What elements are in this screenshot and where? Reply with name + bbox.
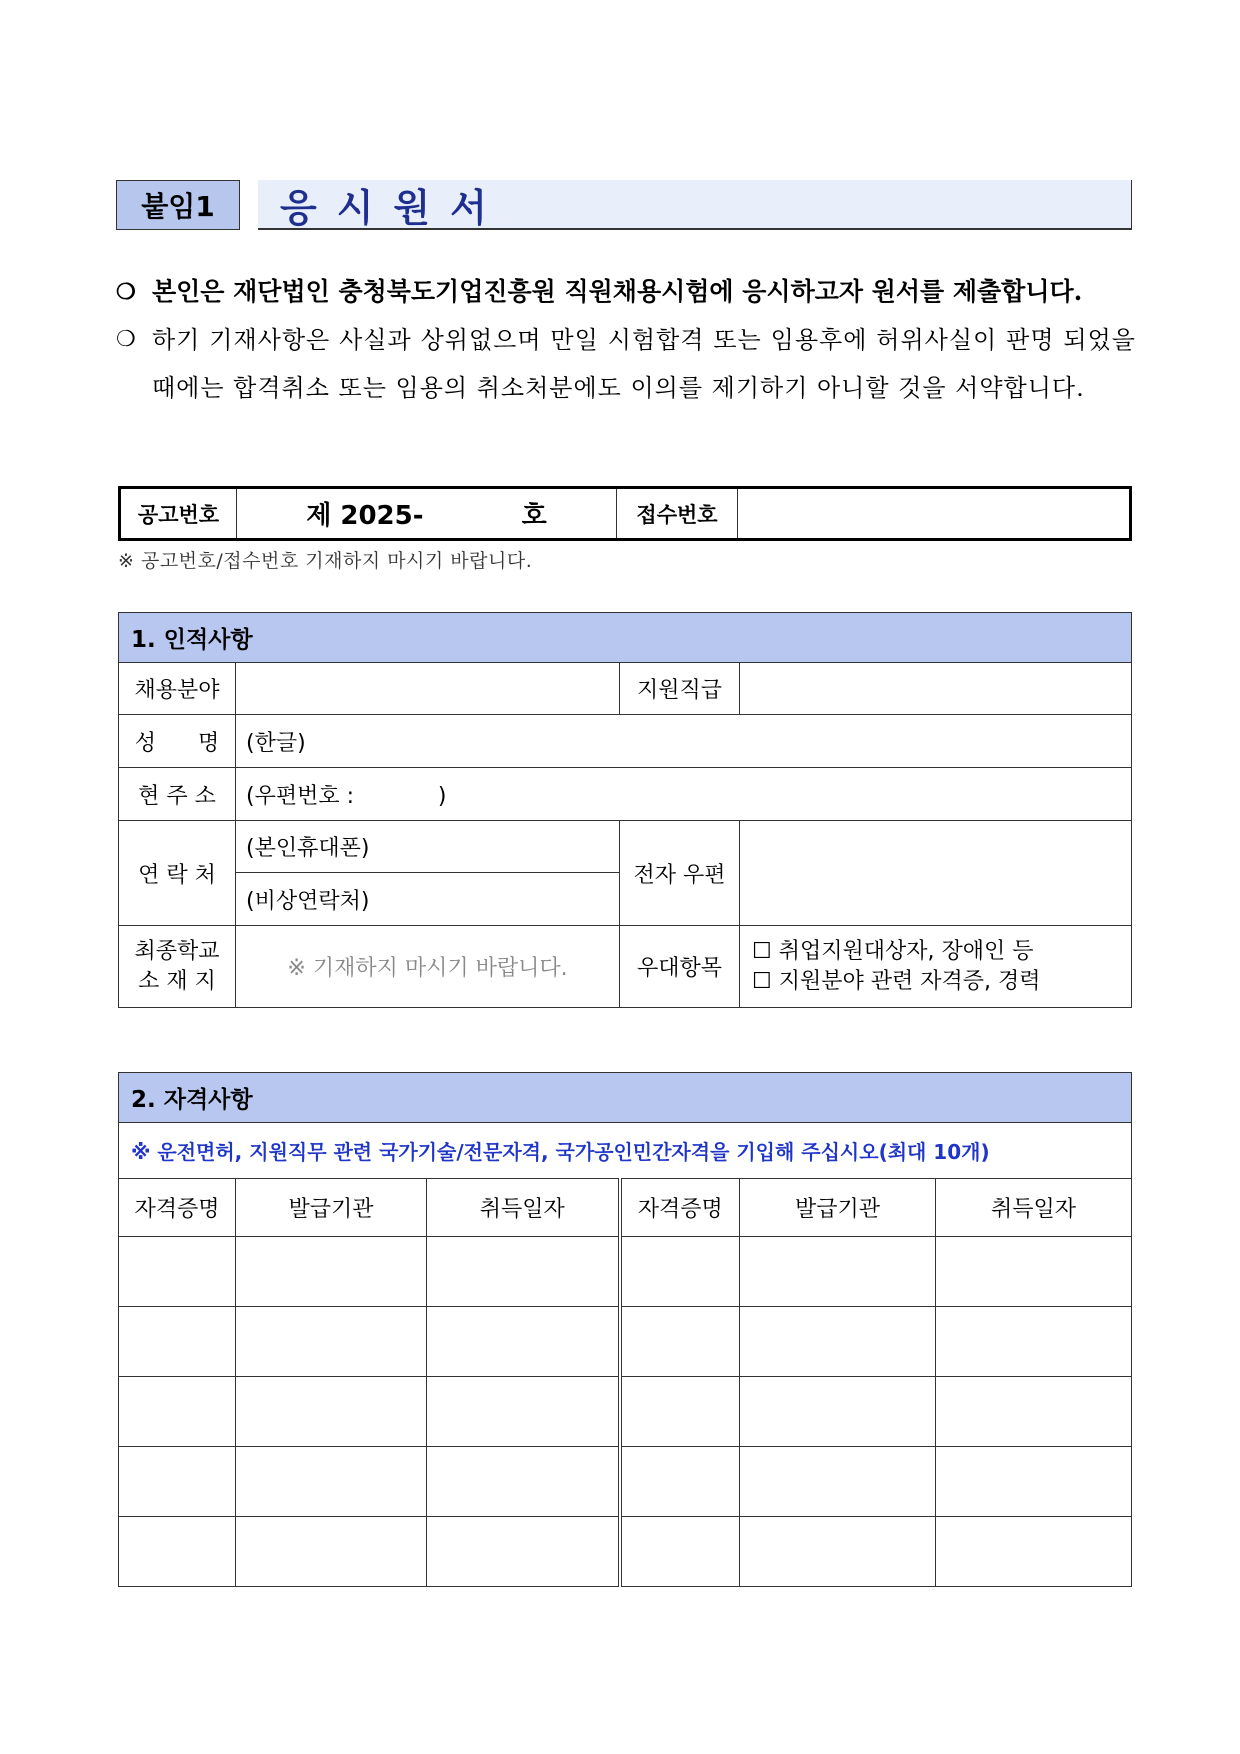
- header-cert-name: 자격증명: [119, 1179, 236, 1237]
- circle-bullet-icon: ❍: [116, 327, 137, 352]
- emergency-contact-input[interactable]: (비상연락처): [236, 873, 620, 926]
- notice-number-table: [118, 486, 1132, 541]
- preference-options: [740, 926, 1132, 1008]
- school-label-line2: 소 재 지: [138, 968, 216, 994]
- date-cell[interactable]: [427, 1517, 620, 1587]
- preference-checkbox-veteran[interactable]: ☐ 취업지원대상자, 장애인 등: [752, 938, 1034, 964]
- notice-footnote: ※ 공고번호/접수번호 기재하지 마시기 바랍니다.: [118, 550, 533, 572]
- issuer-cell[interactable]: [740, 1307, 936, 1377]
- issuer-cell[interactable]: [236, 1237, 427, 1307]
- address-input[interactable]: (우편번호 : ): [236, 768, 1132, 821]
- issuer-cell[interactable]: [236, 1377, 427, 1447]
- header-issuer: 발급기관: [740, 1179, 936, 1237]
- header-cert-name: 자격증명: [620, 1179, 740, 1237]
- date-cell[interactable]: [936, 1447, 1132, 1517]
- header-issuer: 발급기관: [236, 1179, 427, 1237]
- name-input[interactable]: (한글): [236, 715, 1132, 768]
- address-label: 현 주 소: [119, 768, 236, 821]
- date-cell[interactable]: [936, 1307, 1132, 1377]
- cert-name-cell[interactable]: [620, 1517, 740, 1587]
- personal-info-table: [118, 612, 1132, 1008]
- field-input[interactable]: [236, 663, 620, 715]
- contact-label: 연 락 처: [119, 821, 236, 926]
- section2-note: ※ 운전면허, 지원직무 관련 국가기술/전문자격, 국가공인민간자격을 기입해 주십시오(최대 10개): [119, 1123, 1132, 1179]
- notice-number-label: 공고번호: [120, 488, 237, 540]
- school-note: ※ 기재하지 마시기 바랍니다.: [236, 926, 620, 1008]
- date-cell[interactable]: [936, 1517, 1132, 1587]
- rank-label: 지원직급: [620, 663, 740, 715]
- table-row: [119, 1237, 1132, 1307]
- oath-text-1: 본인은 재단법인 충청북도기업진흥원 직원채용시험에 응시하고자 원서를 제출합니다.: [152, 277, 1083, 306]
- attachment-badge: 붙임1: [116, 180, 240, 230]
- cert-name-cell[interactable]: [119, 1237, 236, 1307]
- section2-title: 2. 자격사항: [119, 1073, 1132, 1123]
- cert-name-cell[interactable]: [119, 1377, 236, 1447]
- notice-number-suffix: 호: [521, 501, 547, 531]
- section1-title: 1. 인적사항: [119, 613, 1132, 663]
- cert-name-cell[interactable]: [119, 1307, 236, 1377]
- receipt-number-field[interactable]: [738, 488, 1131, 540]
- qualification-table: [118, 1072, 1132, 1587]
- table-row: [119, 1517, 1132, 1587]
- oath-paragraph-2: [116, 316, 1136, 412]
- table-row: [119, 1307, 1132, 1377]
- date-cell[interactable]: [427, 1447, 620, 1517]
- cert-name-cell[interactable]: [620, 1447, 740, 1517]
- cert-name-cell[interactable]: [119, 1517, 236, 1587]
- date-cell[interactable]: [427, 1237, 620, 1307]
- notice-number-field[interactable]: [237, 488, 617, 540]
- email-input[interactable]: [740, 821, 1132, 926]
- issuer-cell[interactable]: [236, 1447, 427, 1517]
- cert-name-cell[interactable]: [620, 1237, 740, 1307]
- cert-name-cell[interactable]: [119, 1447, 236, 1517]
- school-label: [119, 926, 236, 1008]
- cert-name-cell[interactable]: [620, 1307, 740, 1377]
- rank-input[interactable]: [740, 663, 1132, 715]
- header-date: 취득일자: [427, 1179, 620, 1237]
- table-row: [119, 1447, 1132, 1517]
- cert-name-cell[interactable]: [620, 1377, 740, 1447]
- issuer-cell[interactable]: [740, 1377, 936, 1447]
- mobile-input[interactable]: (본인휴대폰): [236, 821, 620, 873]
- oath-text-2: 하기 기재사항은 사실과 상위없으며 만일 시험합격 또는 임용후에 허위사실이 판명 되었을 때에는 합격취소 또는 임용의 취소처분에도 이의를 제기하기 아니할 것을 서약합니다.: [152, 326, 1136, 402]
- date-cell[interactable]: [427, 1307, 620, 1377]
- preference-checkbox-certificate[interactable]: ☐ 지원분야 관련 자격증, 경력: [752, 968, 1041, 994]
- notice-number-prefix: 제 2025-: [306, 501, 424, 531]
- form-title: 응시원서: [258, 180, 1132, 230]
- date-cell[interactable]: [936, 1377, 1132, 1447]
- oath-paragraph-1: [116, 268, 1136, 316]
- issuer-cell[interactable]: [740, 1517, 936, 1587]
- preference-label: 우대항목: [620, 926, 740, 1008]
- email-label: 전자 우편: [620, 821, 740, 926]
- date-cell[interactable]: [427, 1377, 620, 1447]
- issuer-cell[interactable]: [740, 1237, 936, 1307]
- circle-bullet-icon: ❍: [116, 279, 136, 305]
- school-label-line1: 최종학교: [134, 938, 220, 964]
- header-date: 취득일자: [936, 1179, 1132, 1237]
- date-cell[interactable]: [936, 1237, 1132, 1307]
- table-row: [119, 1377, 1132, 1447]
- name-label: 성 명: [119, 715, 236, 768]
- field-label: 채용분야: [119, 663, 236, 715]
- issuer-cell[interactable]: [236, 1307, 427, 1377]
- receipt-number-label: 접수번호: [617, 488, 738, 540]
- issuer-cell[interactable]: [740, 1447, 936, 1517]
- issuer-cell[interactable]: [236, 1517, 427, 1587]
